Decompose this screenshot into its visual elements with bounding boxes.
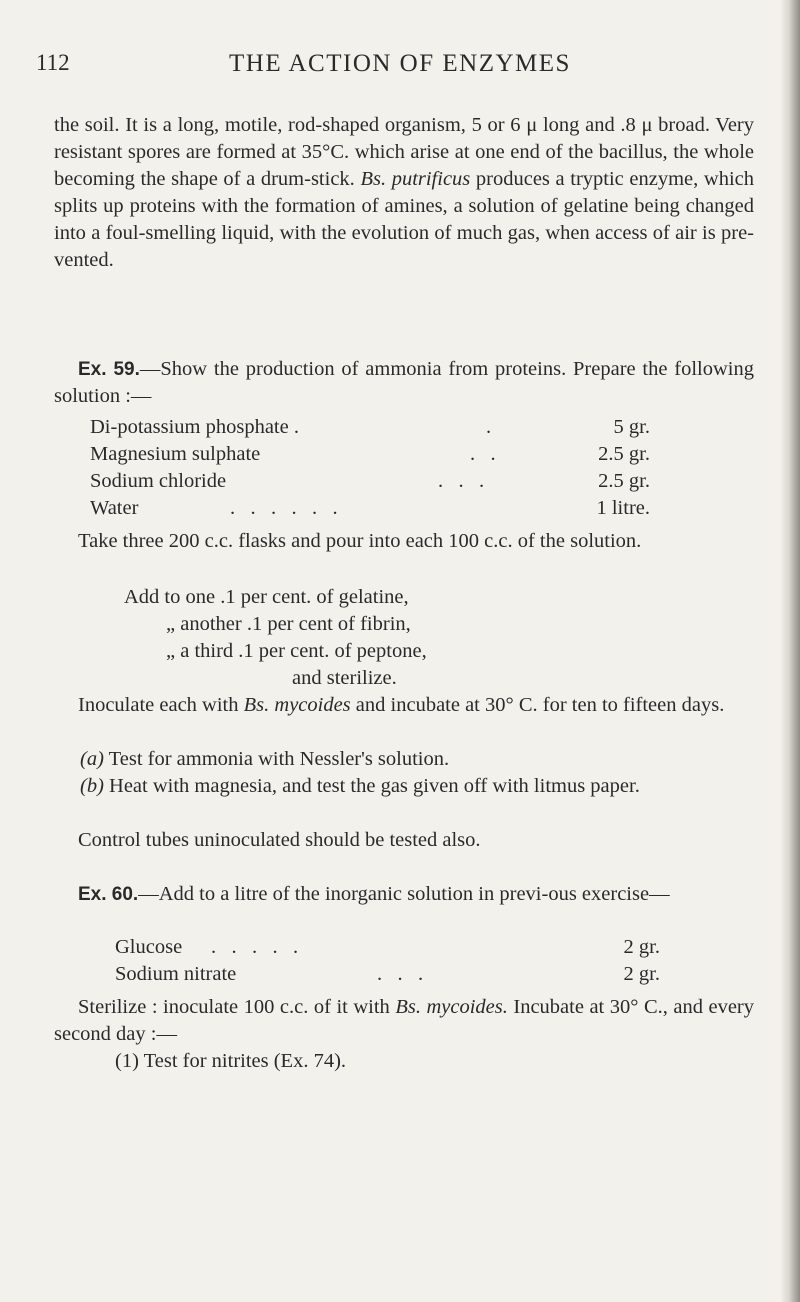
exercise-60-sterilize xyxy=(54,994,754,1048)
exercise-60-intro-text: —Add to a litre of the inorganic solution in previ-ous exercise— xyxy=(138,883,670,905)
species-name: Bs. mycoides xyxy=(243,694,351,716)
exercise-59-label: Ex. 59. xyxy=(78,359,140,380)
leader-dots: . . . xyxy=(438,470,485,492)
exercise-60-label: Ex. 60. xyxy=(78,884,139,905)
exercise-59-intro xyxy=(54,356,754,410)
recipe-row xyxy=(90,470,650,497)
addition-line: „ another .1 per cent of fibrin, xyxy=(166,613,411,635)
exercise-60-intro xyxy=(54,881,754,908)
addition-line: and sterilize. xyxy=(292,667,397,689)
ingredient-quantity: 5 gr. xyxy=(613,416,650,438)
test-a xyxy=(80,746,754,773)
ingredient-quantity: 1 litre. xyxy=(596,497,650,519)
ingredient-name: Glucose xyxy=(115,936,183,958)
ingredient-name: Sodium chloride xyxy=(90,470,227,492)
ingredient-name: Water xyxy=(90,497,139,519)
test-b-text: Heat with magnesia, and test the gas given off with litmus paper. xyxy=(103,775,640,797)
test-b xyxy=(80,773,754,800)
step-line: (1) Test for nitrites (Ex. 74). xyxy=(115,1050,347,1072)
addition-line: Add to one .1 per cent. of gelatine, xyxy=(124,586,409,608)
leader-dots: . . . . . . xyxy=(230,497,338,519)
ingredient-name: Sodium nitrate xyxy=(115,963,237,985)
leader-dots: . . . . . xyxy=(211,936,299,958)
ingredient-quantity: 2 gr. xyxy=(623,963,660,985)
exercise-59-inoculate xyxy=(54,692,754,719)
intro-paragraph xyxy=(54,112,754,274)
recipe-row xyxy=(115,936,660,963)
leader-dots: . . . xyxy=(377,963,424,985)
take-text: Take three 200 c.c. flasks and pour into each 100 c.c. of the solution. xyxy=(78,530,642,552)
species-name: Bs. putrificus xyxy=(360,168,471,190)
ingredient-quantity: 2.5 gr. xyxy=(598,443,650,465)
running-title: THE ACTION OF ENZYMES xyxy=(229,50,571,77)
ingredient-name: Magnesium sulphate xyxy=(90,443,261,465)
exercise-59-take xyxy=(54,528,754,555)
recipe-row xyxy=(90,497,650,524)
sterilize-text-a: Sterilize : inoculate 100 c.c. of it with xyxy=(78,996,396,1018)
exercise-59-recipe xyxy=(90,416,650,524)
ingredient-name: Di-potassium phosphate . xyxy=(90,416,299,438)
leader-dots: . . xyxy=(470,443,496,465)
sterilize-text-b: Incubate at 30° C., and every second day :— xyxy=(54,996,755,1045)
inoculate-text-a: Inoculate each with xyxy=(78,694,244,716)
control-text: Control tubes uninoculated should be tested also. xyxy=(78,829,481,851)
exercise-60-recipe xyxy=(115,936,660,990)
test-b-label: (b) xyxy=(80,775,104,797)
leader-dots: . xyxy=(486,416,492,438)
test-a-label: (a) xyxy=(80,748,104,770)
exercise-59-intro-text: —Show the production of ammonia from proteins. Prepare the following solution :— xyxy=(54,358,754,407)
inoculate-text-b: and incubate at 30° C. for ten to fifteen days. xyxy=(350,694,725,716)
control-note xyxy=(54,827,754,854)
ingredient-quantity: 2 gr. xyxy=(623,936,660,958)
recipe-row xyxy=(90,416,650,443)
test-a-text: Test for ammonia with Nessler's solution. xyxy=(103,748,450,770)
addition-line: „ a third .1 per cent. of peptone, xyxy=(166,640,427,662)
intro-text-a: the soil. It is a long, motile, rod-shaped organism, 5 or 6 μ long and .8 μ broad. Very resistant spores are formed at 35°C. which arise at one end of the bacillus, the whole becoming the shape of a drum-stick. xyxy=(54,114,754,190)
intro-text-b: produces a tryptic enzyme, which splits up proteins with the formation of amines, a solution of gelatine being changed into a foul-smelling liquid, with the evolution of much gas, when access of air is pre-vented. xyxy=(54,168,754,271)
page-header xyxy=(0,50,780,90)
recipe-row xyxy=(115,963,660,990)
species-name: Bs. mycoides. xyxy=(395,996,508,1018)
ingredient-quantity: 2.5 gr. xyxy=(598,470,650,492)
page-edge-shadow xyxy=(780,0,800,1302)
recipe-row xyxy=(90,443,650,470)
exercise-60-steps xyxy=(115,1048,346,1075)
additions-list xyxy=(124,584,427,692)
page-number: 112 xyxy=(36,50,70,75)
